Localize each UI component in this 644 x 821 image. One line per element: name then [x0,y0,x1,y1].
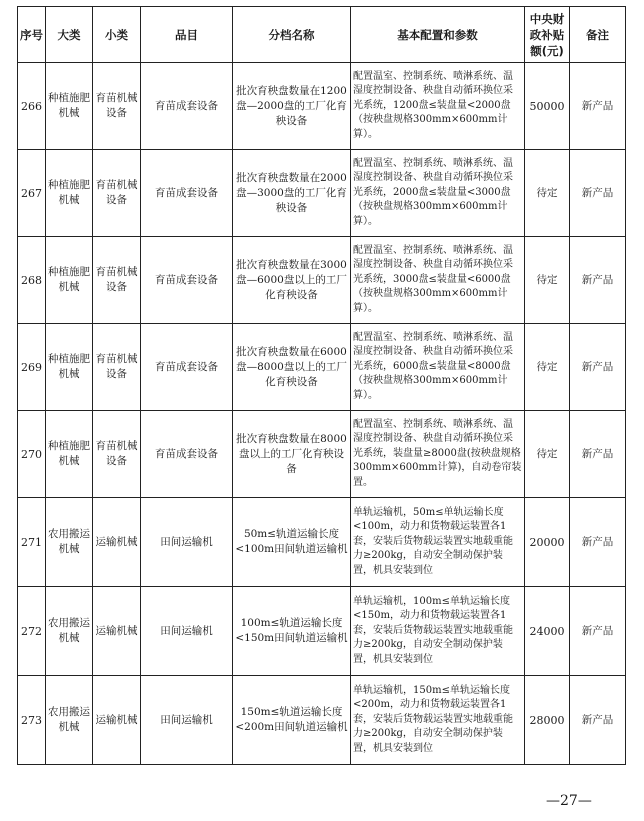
cell-category: 种植施肥机械 [46,411,93,498]
cell-config: 配置温室、控制系统、喷淋系统、温湿度控制设备、秧盘自动循环换位采光系统，6000盘≤装盘量<8000盘（按秧盘规格300mm×600mm计算）。 [351,324,525,411]
cell-note: 新产品 [570,411,626,498]
cell-subcategory: 运输机械 [93,676,141,765]
cell-subcategory: 育苗机械设备 [93,324,141,411]
cell-note: 新产品 [570,498,626,587]
cell-config: 配置温室、控制系统、喷淋系统、温湿度控制设备、秧盘自动循环换位采光系统，3000盘≤装盘量<6000盘（按秧盘规格300mm×600mm计算）。 [351,237,525,324]
table-header-row [18,7,626,63]
cell-item: 田间运输机 [141,676,233,765]
cell-tier-name: 批次育秧盘数量在3000盘—6000盘以上的工厂化育秧设备 [233,237,351,324]
cell-tier-name: 150m≤轨道运输长度<200m田间轨道运输机 [233,676,351,765]
cell-seq: 271 [18,498,46,587]
page-number: —27— [546,793,592,809]
cell-seq: 273 [18,676,46,765]
cell-subcategory: 育苗机械设备 [93,237,141,324]
cell-category: 种植施肥机械 [46,237,93,324]
cell-subsidy: 20000 [525,498,570,587]
cell-seq: 267 [18,150,46,237]
cell-tier-name: 50m≤轨道运输长度<100m田间轨道运输机 [233,498,351,587]
cell-config: 配置温室、控制系统、喷淋系统、温湿度控制设备、秧盘自动循环换位采光系统，1200盘≤装盘量<2000盘（按秧盘规格300mm×600mm计算）。 [351,63,525,150]
cell-tier-name: 批次育秧盘数量在8000盘以上的工厂化育秧设备 [233,411,351,498]
table-row [18,498,626,587]
cell-subcategory: 育苗机械设备 [93,411,141,498]
header-category: 大类 [46,7,93,63]
cell-note: 新产品 [570,63,626,150]
cell-seq: 272 [18,587,46,676]
cell-subsidy: 待定 [525,237,570,324]
cell-subcategory: 运输机械 [93,498,141,587]
cell-subcategory: 运输机械 [93,587,141,676]
header-tier-name: 分档名称 [233,7,351,63]
header-seq: 序号 [18,7,46,63]
cell-seq: 270 [18,411,46,498]
cell-item: 育苗成套设备 [141,63,233,150]
table-row [18,411,626,498]
table-row [18,150,626,237]
table-row [18,587,626,676]
cell-note: 新产品 [570,587,626,676]
cell-note: 新产品 [570,324,626,411]
cell-config: 配置温室、控制系统、喷淋系统、温湿度控制设备、秧盘自动循环换位采光系统，装盘量≥8000盘(按秧盘规格300mm×600mm计算)，自动卷帘装置。 [351,411,525,498]
cell-config: 单轨运输机，50m≤单轨运输长度<100m，动力和货物载运装置各1套，安装后货物载运装置实地载重能力≥200kg，自动安全制动保护装置，机具安装到位 [351,498,525,587]
cell-item: 育苗成套设备 [141,324,233,411]
cell-note: 新产品 [570,676,626,765]
cell-item: 田间运输机 [141,498,233,587]
cell-tier-name: 批次育秧盘数量在6000盘—8000盘以上的工厂化育秧设备 [233,324,351,411]
table-row [18,676,626,765]
cell-category: 农用搬运机械 [46,587,93,676]
cell-category: 农用搬运机械 [46,498,93,587]
cell-subcategory: 育苗机械设备 [93,63,141,150]
cell-config: 单轨运输机，150m≤单轨运输长度<200m，动力和货物载运装置各1套，安装后货物载运装置实地载重能力≥200kg，自动安全制动保护装置，机具安装到位 [351,676,525,765]
cell-tier-name: 批次育秧盘数量在1200盘—2000盘的工厂化育秧设备 [233,63,351,150]
header-subsidy: 中央财政补贴额(元) [525,7,570,63]
cell-subsidy: 28000 [525,676,570,765]
cell-tier-name: 100m≤轨道运输长度<150m田间轨道运输机 [233,587,351,676]
cell-subsidy: 50000 [525,63,570,150]
cell-subsidy: 待定 [525,411,570,498]
cell-item: 育苗成套设备 [141,411,233,498]
cell-tier-name: 批次育秧盘数量在2000盘—3000盘的工厂化育秧设备 [233,150,351,237]
table-row [18,324,626,411]
cell-item: 田间运输机 [141,587,233,676]
cell-subsidy: 待定 [525,150,570,237]
cell-seq: 266 [18,63,46,150]
cell-note: 新产品 [570,237,626,324]
cell-category: 种植施肥机械 [46,63,93,150]
cell-subcategory: 育苗机械设备 [93,150,141,237]
header-item: 品目 [141,7,233,63]
cell-subsidy: 24000 [525,587,570,676]
cell-category: 种植施肥机械 [46,150,93,237]
cell-note: 新产品 [570,150,626,237]
cell-category: 种植施肥机械 [46,324,93,411]
header-subcategory: 小类 [93,7,141,63]
cell-item: 育苗成套设备 [141,237,233,324]
cell-config: 单轨运输机，100m≤单轨运输长度<150m，动力和货物载运装置各1套，安装后货物载运装置实地载重能力≥200kg，自动安全制动保护装置，机具安装到位 [351,587,525,676]
cell-config: 配置温室、控制系统、喷淋系统、温湿度控制设备、秧盘自动循环换位采光系统，2000盘≤装盘量<3000盘（按秧盘规格300mm×600mm计算）。 [351,150,525,237]
cell-seq: 269 [18,324,46,411]
cell-category: 农用搬运机械 [46,676,93,765]
header-note: 备注 [570,7,626,63]
cell-seq: 268 [18,237,46,324]
table-row [18,63,626,150]
table-row [18,237,626,324]
subsidy-table [17,6,626,765]
header-config: 基本配置和参数 [351,7,525,63]
cell-item: 育苗成套设备 [141,150,233,237]
cell-subsidy: 待定 [525,324,570,411]
